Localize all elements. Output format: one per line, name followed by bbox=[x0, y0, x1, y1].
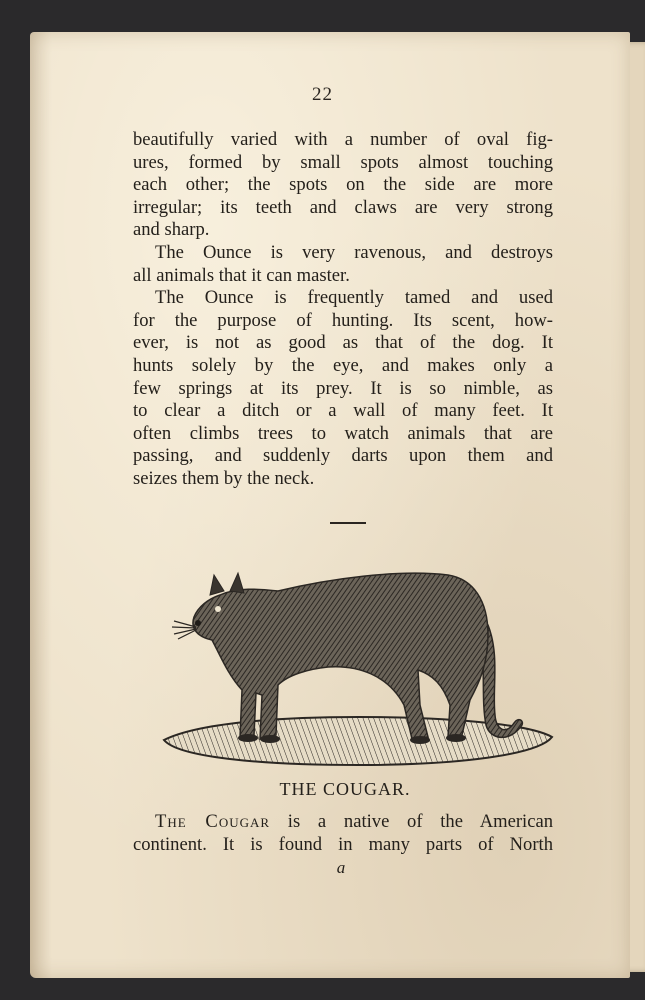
body-text-top bbox=[133, 129, 553, 491]
signature-mark: a bbox=[336, 858, 346, 877]
cougar-eye bbox=[215, 606, 221, 612]
text-line: continent. It is found in many parts of North bbox=[133, 833, 553, 855]
text-line: ever, is not as good as that of the dog. It bbox=[133, 332, 553, 354]
line-rest: is a native of the American bbox=[287, 811, 553, 832]
text-line: seizes them by the neck. bbox=[133, 467, 315, 489]
text-line: The Ounce is very ravenous, and destroys bbox=[155, 241, 553, 263]
text-line: irregular; its teeth and claws are very strong bbox=[133, 196, 553, 218]
text-line: beautifully varied with a number of oval fig- bbox=[133, 129, 553, 150]
body-text-bottom bbox=[133, 811, 553, 856]
cougar-ear bbox=[210, 575, 224, 595]
smallcaps-lead: The Cougar bbox=[155, 811, 271, 832]
page-number: 22 bbox=[312, 84, 333, 105]
cougar-body bbox=[193, 573, 488, 739]
cougar-ear bbox=[230, 573, 244, 593]
text-line: and sharp. bbox=[133, 219, 210, 241]
text-line: all animals that it can master. bbox=[133, 264, 350, 286]
text-line: The Ounce is frequently tamed and used bbox=[155, 287, 553, 309]
text-line: to clear a ditch or a wall of many feet. It bbox=[133, 400, 553, 422]
illustration-caption: THE COUGAR. bbox=[279, 779, 411, 799]
cougar-illustration bbox=[158, 565, 556, 775]
background-left bbox=[0, 0, 30, 1000]
text-line: few springs at its prey. It is so nimble, as bbox=[133, 377, 553, 399]
text-line: ures, formed by small spots almost touching bbox=[133, 151, 553, 173]
text-line: passing, and suddenly darts upon them and bbox=[133, 445, 553, 467]
text-line: each other; the spots on the side are more bbox=[133, 174, 553, 196]
text-line bbox=[133, 811, 553, 834]
cougar-nose bbox=[195, 620, 201, 626]
section-divider bbox=[330, 522, 366, 524]
text-line: often climbs trees to watch animals that are bbox=[133, 422, 553, 444]
text-line: for the purpose of hunting. Its scent, how- bbox=[133, 309, 553, 331]
text-line: hunts solely by the eye, and makes only a bbox=[133, 354, 553, 376]
